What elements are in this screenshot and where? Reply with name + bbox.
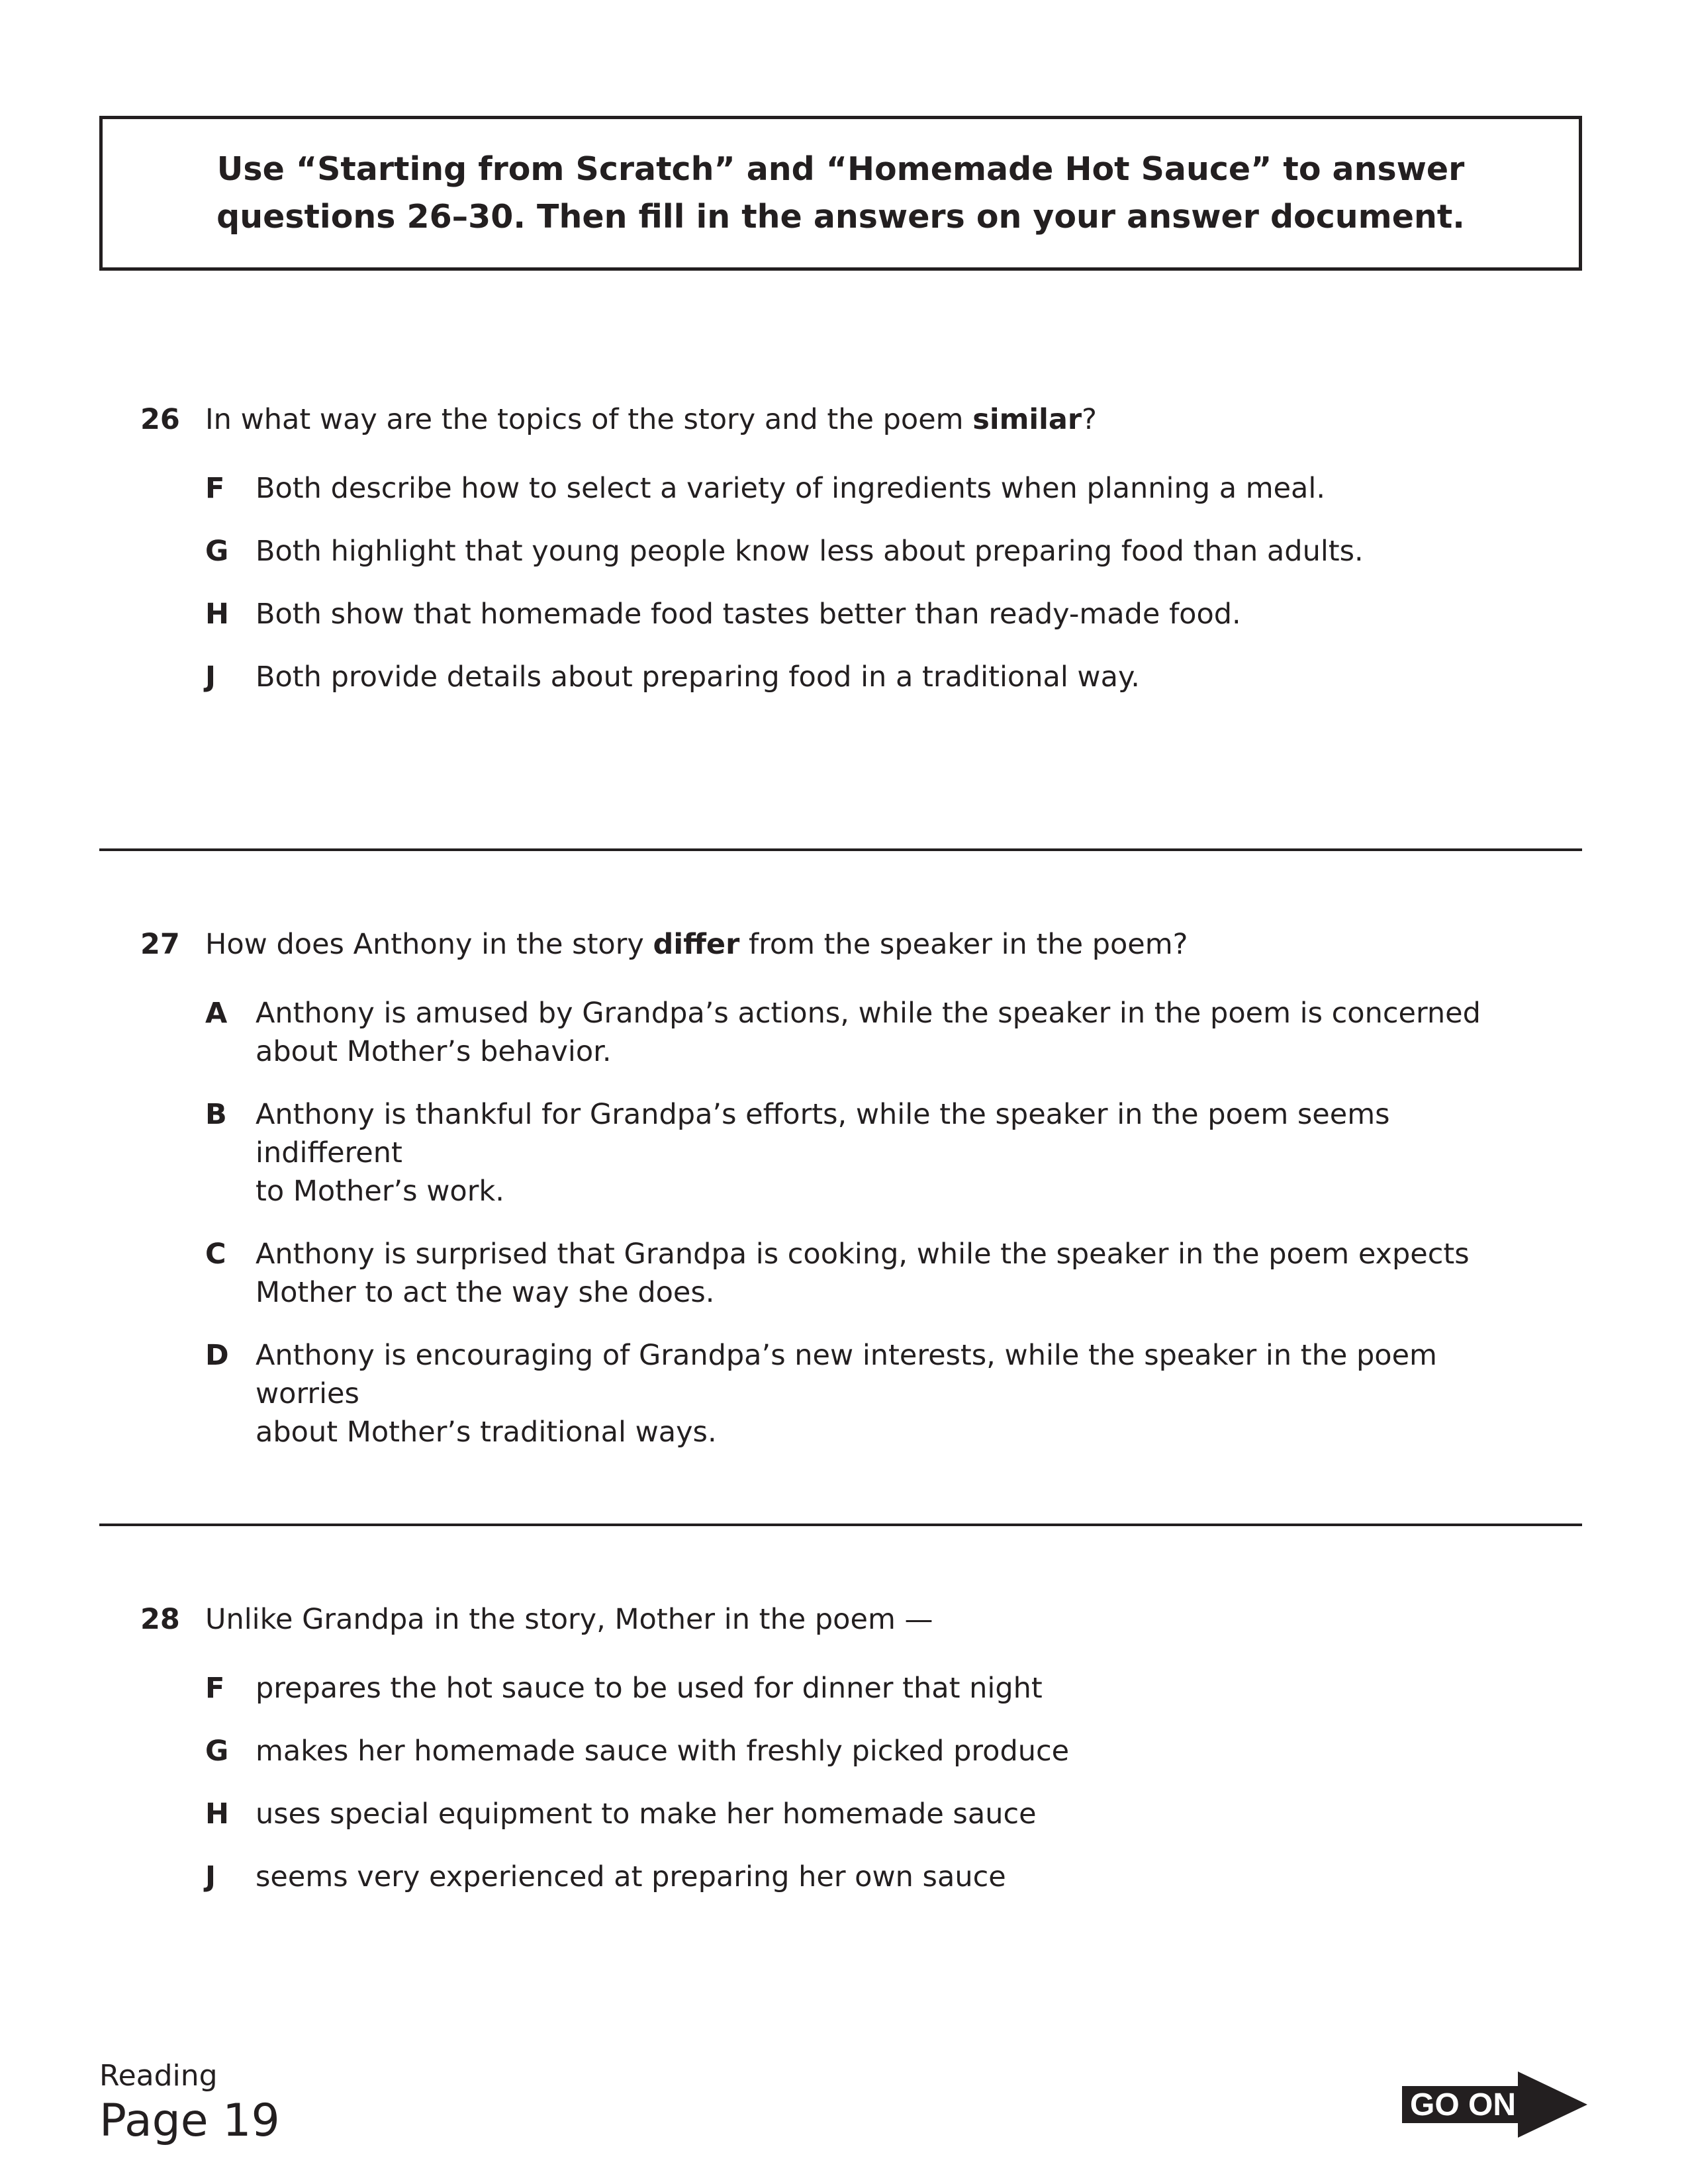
choice-j[interactable] — [140, 1858, 1544, 1896]
question-stem — [140, 1600, 1544, 1639]
answer-choices — [140, 1669, 1544, 1896]
choice-text: Both show that homemade food tastes better than ready-made food. — [256, 598, 1241, 631]
choice-text: Anthony is surprised that Grandpa is cooking, while the speaker in the poem expects — [256, 1238, 1470, 1271]
choice-f[interactable] — [140, 469, 1544, 508]
choice-h[interactable] — [140, 595, 1544, 633]
section-divider — [99, 848, 1582, 851]
choice-letter: F — [205, 1672, 225, 1705]
stem-text-end: from the speaker in the poem? — [739, 928, 1188, 961]
choice-text: Anthony is encouraging of Grandpa’s new interests, while the speaker in the poem worries — [256, 1339, 1437, 1410]
choice-letter: D — [205, 1339, 229, 1372]
answer-choices — [140, 469, 1544, 696]
section-divider — [99, 1524, 1582, 1526]
choice-c[interactable] — [140, 1235, 1544, 1312]
choice-letter: J — [205, 1860, 216, 1893]
choice-text: makes her homemade sauce with freshly picked produce — [256, 1735, 1070, 1768]
choice-g[interactable] — [140, 1732, 1544, 1770]
go-on-label: GO ON — [1410, 2087, 1517, 2122]
stem-emphasis: differ — [653, 928, 740, 961]
question-number: 28 — [140, 1603, 180, 1636]
stem-text-end: ? — [1082, 403, 1097, 436]
choice-letter: H — [205, 598, 229, 631]
choice-text-continued: about Mother’s traditional ways. — [256, 1416, 717, 1449]
choice-text: Anthony is amused by Grandpa’s actions, while the speaker in the poem is concerned — [256, 997, 1481, 1030]
choice-text: uses special equipment to make her homemade sauce — [256, 1797, 1037, 1831]
choice-b[interactable] — [140, 1095, 1544, 1210]
choice-d[interactable] — [140, 1336, 1544, 1451]
choice-text: Both describe how to select a variety of ingredients when planning a meal. — [256, 472, 1326, 505]
instructions-text — [216, 146, 1465, 241]
answer-choices — [140, 994, 1544, 1451]
choice-letter: J — [205, 660, 216, 694]
instructions-line-1: Use “Starting from Scratch” and “Homemade Hot Sauce” to answer — [216, 150, 1465, 188]
choice-f[interactable] — [140, 1669, 1544, 1707]
choice-j[interactable] — [140, 658, 1544, 696]
choice-letter: G — [205, 1735, 229, 1768]
stem-emphasis: similar — [972, 403, 1082, 436]
choice-text: Anthony is thankful for Grandpa’s efforts, while the speaker in the poem seems indifferent — [256, 1098, 1390, 1169]
page-number: Page 19 — [99, 2095, 280, 2147]
choice-text: seems very experienced at preparing her own sauce — [256, 1860, 1006, 1893]
go-on-arrow-icon — [1402, 2071, 1587, 2138]
question-26 — [140, 400, 1544, 721]
choice-letter: C — [205, 1238, 226, 1271]
footer-subject: Reading — [99, 2059, 218, 2093]
choice-text: Both provide details about preparing food in a traditional way. — [256, 660, 1140, 694]
stem-text: In what way are the topics of the story and the poem — [205, 403, 973, 436]
choice-h[interactable] — [140, 1795, 1544, 1833]
question-number: 27 — [140, 928, 180, 961]
choice-letter: A — [205, 997, 228, 1030]
choice-text-continued: Mother to act the way she does. — [256, 1276, 715, 1309]
choice-g[interactable] — [140, 532, 1544, 570]
choice-text: prepares the hot sauce to be used for dinner that night — [256, 1672, 1043, 1705]
choice-text-continued: about Mother’s behavior. — [256, 1035, 612, 1068]
choice-text: Both highlight that young people know less about preparing food than adults. — [256, 535, 1364, 568]
choice-a[interactable] — [140, 994, 1544, 1071]
question-27 — [140, 925, 1544, 1476]
question-stem — [140, 400, 1544, 439]
question-number: 26 — [140, 403, 180, 436]
stem-text: Unlike Grandpa in the story, Mother in the poem — — [205, 1603, 933, 1636]
instructions-box — [99, 116, 1582, 271]
choice-letter: F — [205, 472, 225, 505]
choice-letter: B — [205, 1098, 227, 1131]
question-28 — [140, 1600, 1544, 1921]
choice-text-continued: to Mother’s work. — [256, 1175, 504, 1208]
choice-letter: H — [205, 1797, 229, 1831]
stem-text: How does Anthony in the story — [205, 928, 653, 961]
instructions-line-2: questions 26–30. Then fill in the answers on your answer document. — [216, 198, 1465, 236]
choice-letter: G — [205, 535, 229, 568]
question-stem — [140, 925, 1544, 964]
